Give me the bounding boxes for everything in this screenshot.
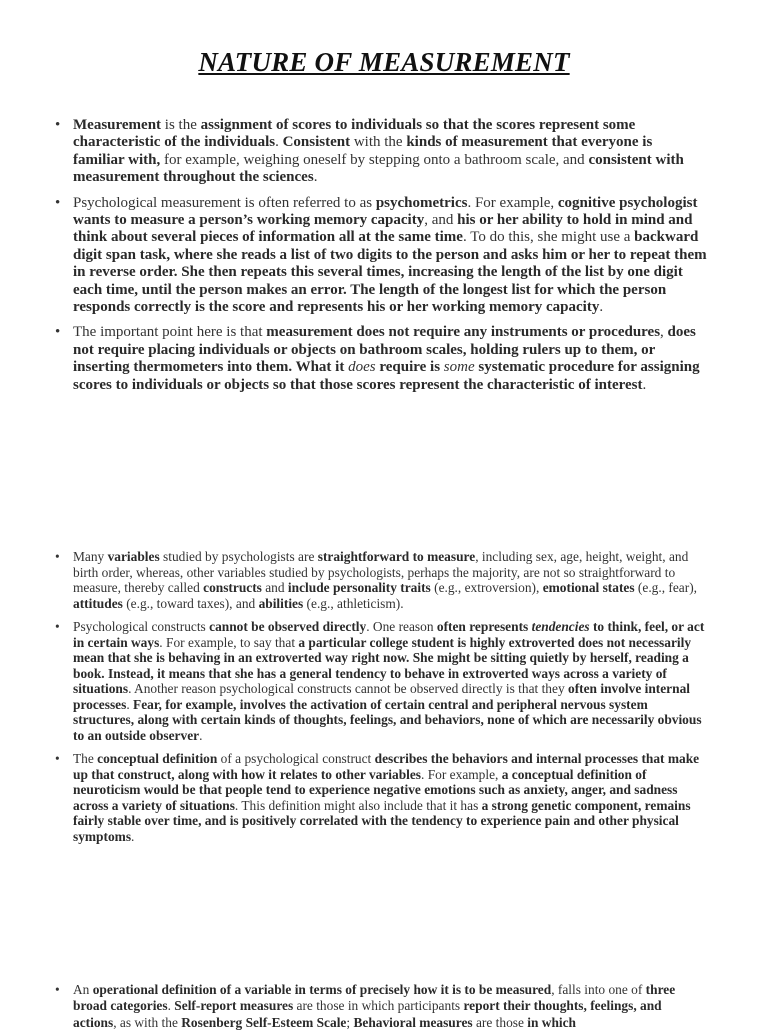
bullet-icon: • (55, 619, 60, 634)
text-run: . (126, 696, 134, 712)
bullet-item (55, 549, 707, 611)
text-run: conceptual definition (97, 751, 218, 766)
text-run: in which (527, 1014, 577, 1030)
text-run: . For example, (421, 766, 502, 782)
text-run: The (73, 751, 98, 766)
text-run: tendencies (531, 619, 590, 634)
text-run: . (131, 828, 135, 844)
text-run: Psychological constructs (73, 619, 210, 634)
bullet-item (55, 195, 707, 317)
text-run: . One reason (366, 619, 437, 634)
text-run: describes the behaviors and internal processes that make up that construct, along with how it relates to other variables (73, 751, 700, 782)
text-run: emotional states (542, 580, 635, 595)
bullet-icon: • (55, 982, 60, 997)
text-run: studied by psychologists are (159, 549, 318, 564)
text-run: (e.g., fear), (634, 580, 698, 595)
text-run: . (313, 169, 318, 186)
text-run: kinds of measurement that everyone is familiar with, (73, 134, 653, 168)
text-run: Measurement (73, 117, 162, 133)
text-run: does (348, 359, 376, 376)
text-run: often represents (436, 619, 532, 634)
text-run: some (443, 359, 475, 376)
text-run: cannot be observed directly (209, 619, 367, 634)
text-run: a particular college student is highly extroverted does not necessarily mean that she is behaving in an extroverted way right now. She might be sitting quietly by herself, reading a book. Instead, it means that she has a general tendency to behave in extroverted ways across a variety of situations (73, 634, 692, 696)
text-run: Fear, for example, involves the activation of certain central and peripheral nervous system structures, along with certain kinds of thoughts, feelings, and behaviors, none of which are necessarily obvious to an outside observer (73, 696, 702, 743)
text-run: An (73, 982, 93, 997)
bullet-icon: • (55, 751, 60, 766)
text-run: require is (375, 359, 444, 376)
text-run: report their thoughts, feelings, and actions (73, 998, 662, 1030)
bullet-item (55, 751, 707, 844)
text-run: . (599, 299, 604, 316)
text-run: ; (346, 1014, 354, 1030)
bullet-item (55, 117, 707, 187)
text-run: , (660, 324, 668, 341)
text-run: , and (424, 212, 458, 229)
text-run: Consistent (282, 134, 351, 151)
text-run: psychometrics (375, 194, 468, 211)
text-run: operational definition of a variable in terms of precisely how it is to be measured (92, 982, 552, 997)
text-run: . (642, 376, 647, 393)
bullet-item (55, 619, 707, 743)
text-run: . Another reason psychological constructs cannot be observed directly is that they (128, 681, 568, 696)
text-run: . To do this, she might use a (462, 229, 635, 246)
text-run: his or her ability to hold in mind and think about several pieces of information all at the same time (73, 212, 693, 246)
text-run: . (167, 998, 175, 1014)
text-run: include personality traits (287, 580, 431, 595)
text-run: for example, weighing oneself by stepping onto a bathroom scale, and (160, 151, 589, 168)
text-run: variables (107, 549, 160, 564)
text-run: three broad categories (73, 982, 676, 1014)
text-run: . This definition might also include that it has (234, 797, 482, 813)
text-run: are those (472, 1014, 528, 1030)
section-1-list (55, 117, 707, 402)
text-run: . For example, to say that (159, 634, 299, 650)
text-run: Behavioral measures (353, 1014, 473, 1030)
text-run: attitudes (73, 595, 123, 611)
text-run: does not require placing individuals or objects on bathroom scales, holding rulers up to them, or inserting thermometers into them. What it (73, 324, 696, 376)
bullet-icon: • (55, 194, 61, 211)
text-run: , falls into one of (551, 982, 646, 997)
text-run: are those in which participants (293, 998, 464, 1014)
text-run: Many (73, 549, 108, 564)
text-run: constructs (203, 580, 262, 595)
text-run: is the (161, 117, 201, 133)
text-run: . For example, (467, 194, 558, 211)
page-title: NATURE OF MEASUREMENT (198, 47, 570, 77)
text-run: , as with the (113, 1014, 182, 1030)
text-run: backward digit span task, where she reads a list of two digits to the person and asks him or her to repeat them in reverse order. She then repeats this several times, increasing the length of the list by one digit each time, until the person makes an error. The length of the longest list for which the person responds correctly is the score and represents his or her working memory capacity (73, 229, 707, 316)
text-run: Self-report measures (174, 998, 294, 1014)
text-run: a strong genetic component, remains fairly stable over time, and is positively correlated with the tendency to experience pain and other physical symptoms (73, 797, 691, 844)
text-run: systematic procedure for assigning scores to individuals or objects so that those scores represent the characteristic of interest (73, 359, 700, 393)
text-run: (e.g., toward taxes), and (122, 595, 259, 611)
text-run: straightforward to measure (317, 549, 476, 564)
text-run: cognitive psychologist wants to measure a person’s working memory capacity (73, 194, 698, 229)
text-run: (e.g., extroversion), (430, 580, 543, 595)
text-run: and (261, 580, 288, 595)
text-run: a conceptual definition of neuroticism would be that people tend to experience negative emotions such as anxiety, anger, and sadness across a variety of situations (73, 766, 678, 813)
bullet-icon: • (55, 324, 61, 341)
section-2-list (55, 549, 707, 852)
bullet-icon: • (55, 549, 60, 564)
text-run: of a psychological construct (217, 751, 375, 766)
text-run: to think, feel, or act in certain ways (73, 619, 705, 650)
text-run: . (199, 727, 203, 743)
text-run: , including sex, age, height, weight, and birth order, whereas, other variables studied by psychologists, perhaps the majority, are not so straightforward to measure, thereby called (73, 549, 689, 595)
text-run: The important point here is that (73, 324, 267, 341)
text-run: assignment of scores to individuals so that the scores represent some characteristic of the individuals (73, 117, 636, 151)
text-run: abilities (258, 595, 304, 611)
text-run: Rosenberg Self-Esteem Scale (181, 1014, 347, 1030)
text-run: measurement does not require any instruments or procedures (266, 324, 661, 341)
text-run: consistent with measurement throughout the sciences (73, 151, 684, 186)
bullet-item (55, 324, 707, 394)
text-run: (e.g., athleticism). (303, 595, 404, 611)
text-run: often involve internal processes (73, 681, 690, 712)
text-run: Psychological measurement is often referred to as (73, 194, 376, 211)
text-run: . (275, 134, 283, 151)
bullet-icon: • (55, 117, 61, 133)
text-run: with the (350, 134, 407, 151)
